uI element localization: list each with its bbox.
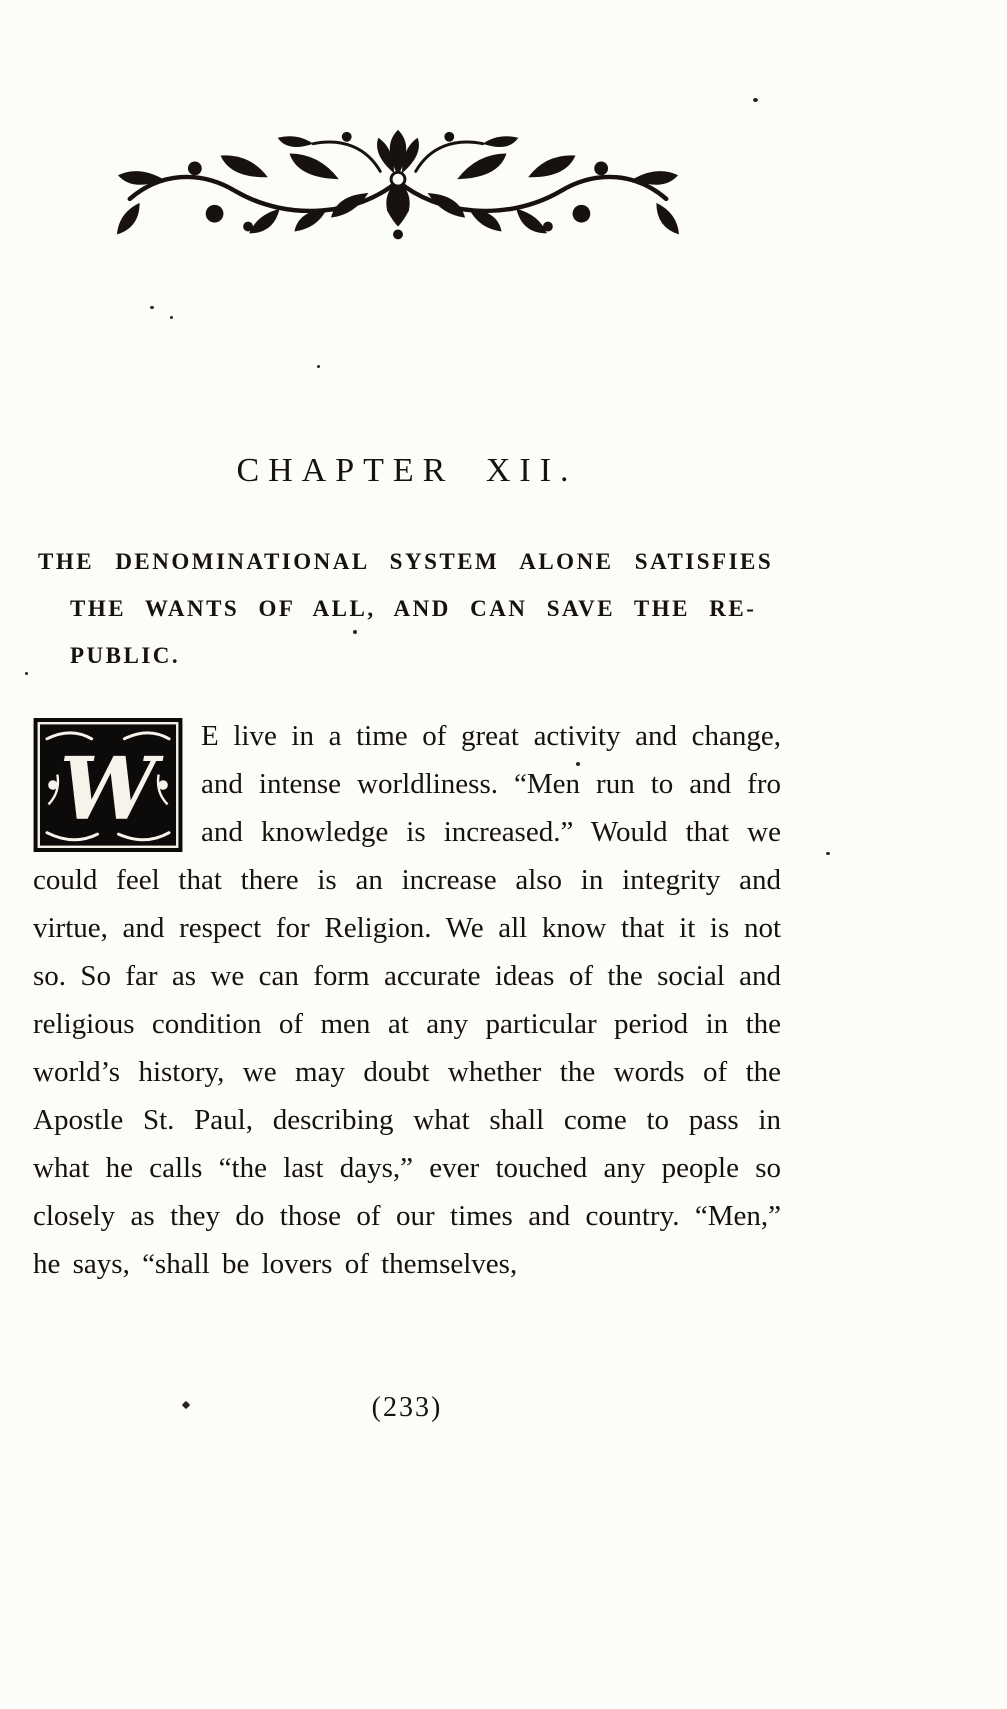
chapter-heading: CHAPTER XII. — [236, 452, 578, 489]
drop-cap-ornament — [33, 718, 183, 852]
floral-ornament — [112, 122, 684, 260]
scan-speck — [753, 98, 758, 102]
chapter-subtitle — [38, 538, 778, 679]
subtitle-line-2: THE WANTS OF ALL, AND CAN SAVE THE RE- — [70, 596, 757, 621]
scan-speck — [25, 672, 28, 675]
scan-speck — [150, 306, 154, 309]
paragraph-text: E live in a time of great activity and change, and intense worldliness. “Men run to and fro and knowledge is increased.” Would that we could feel that there is an increase also in integrity and virtue, and respect for Religion. We all know that it is not so. So far as we can form accurate ideas of the social and religious condition of men at any particular period in the world’s history, we may doubt whether the words of the Apostle St. Paul, describing what shall come to pass in what he calls “the last days,” ever touched any people so closely as they do those of our times and country. “Men,” he says, “shall be lovers of themselves, — [33, 720, 781, 1280]
scan-speck — [317, 365, 320, 368]
drop-cap-letter: W — [59, 739, 157, 841]
scan-speck — [826, 852, 830, 855]
subtitle-line-1: THE DENOMINATIONAL SYSTEM ALONE SATISFIES — [38, 549, 774, 574]
page-number: (233) — [371, 1392, 443, 1423]
floral-ornament-graphic — [112, 122, 684, 260]
scan-speck — [170, 316, 173, 319]
scan-speck — [576, 762, 580, 766]
body-paragraph — [33, 712, 781, 1288]
scan-speck — [353, 630, 357, 634]
drop-cap-graphic — [33, 718, 183, 852]
subtitle-line-3: PUBLIC. — [70, 643, 181, 668]
